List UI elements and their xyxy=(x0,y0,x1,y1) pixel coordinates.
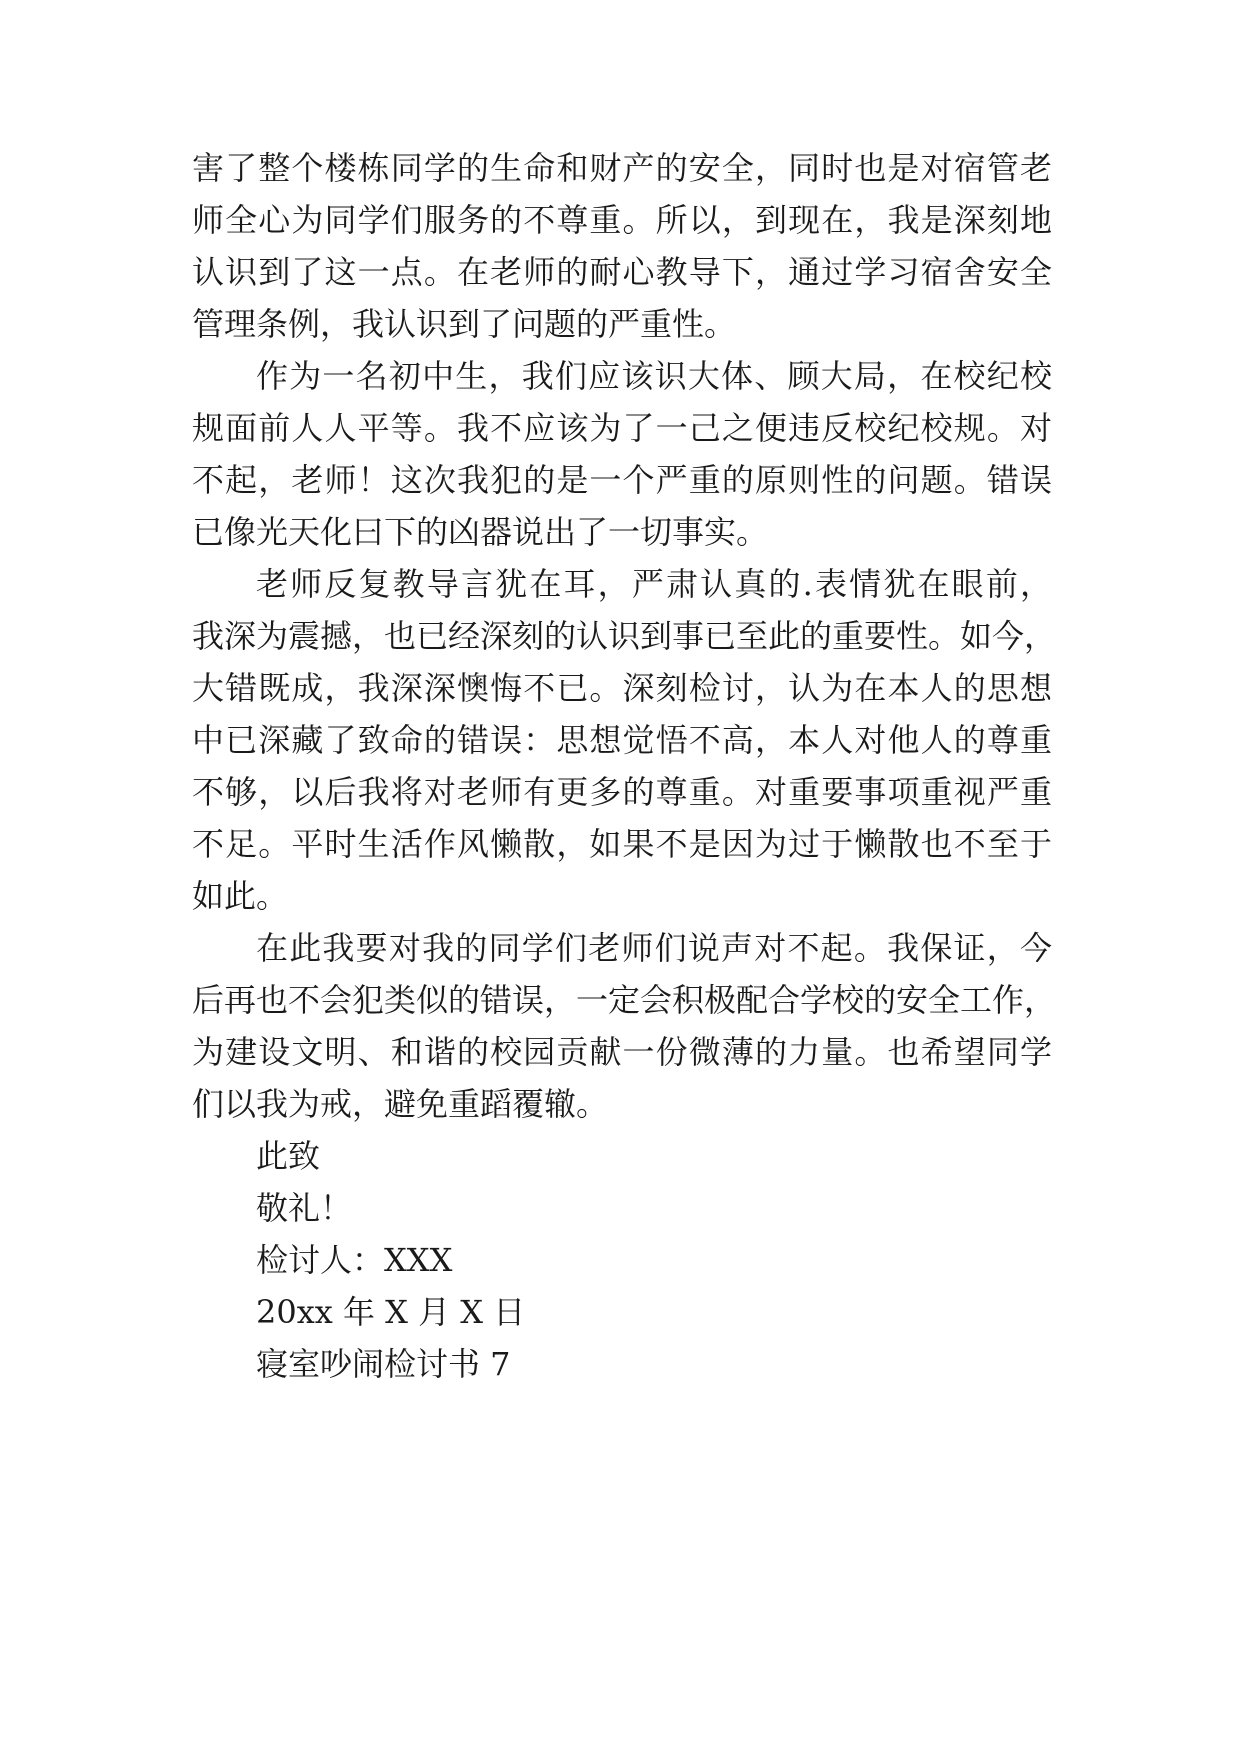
text-line: 害了整个楼栋同学的生命和财产的安全，同时也是对宿管老 xyxy=(192,149,1052,187)
signature-line: 检讨人：XXX xyxy=(256,1241,453,1279)
text-line: 为建设文明、和谐的校园贡献一份微薄的力量。也希望同学 xyxy=(192,1033,1052,1071)
text-line: 老师反复教导言犹在耳，严肃认真的.表情犹在眼前， xyxy=(256,565,1052,603)
text-line: 不起，老师！这次我犯的是一个严重的原则性的问题。错误 xyxy=(192,461,1052,499)
text-line: 规面前人人平等。我不应该为了一己之便违反校纪校规。对 xyxy=(192,409,1052,447)
text-line: 中已深藏了致命的错误：思想觉悟不高，本人对他人的尊重 xyxy=(192,721,1052,759)
text-line: 不足。平时生活作风懒散，如果不是因为过于懒散也不至于 xyxy=(192,825,1052,863)
text-line: 们以我为戒，避免重蹈覆辙。 xyxy=(192,1085,609,1123)
text-line: 我深为震撼，也已经深刻的认识到事已至此的重要性。如今， xyxy=(192,617,1057,655)
closing-salutation: 此致 xyxy=(256,1137,321,1175)
section-heading: 寝室吵闹检讨书 7 xyxy=(256,1345,511,1383)
text-line: 认识到了这一点。在老师的耐心教导下，通过学习宿舍安全 xyxy=(192,253,1052,291)
closing-respect: 敬礼！ xyxy=(256,1189,353,1227)
text-line: 在此我要对我的同学们老师们说声对不起。我保证，今 xyxy=(256,929,1052,967)
text-line: 管理条例，我认识到了问题的严重性。 xyxy=(192,305,737,343)
text-line: 已像光天化曰下的凶器说出了一切事实。 xyxy=(192,513,769,551)
text-line: 大错既成，我深深懊悔不已。深刻检讨，认为在本人的思想 xyxy=(192,669,1052,707)
text-line: 师全心为同学们服务的不尊重。所以，到现在，我是深刻地 xyxy=(192,201,1052,239)
text-line: 作为一名初中生，我们应该识大体、顾大局，在校纪校 xyxy=(256,357,1052,395)
text-line: 如此。 xyxy=(192,877,289,915)
text-line: 后再也不会犯类似的错误，一定会积极配合学校的安全工作， xyxy=(192,981,1057,1019)
text-line: 不够，以后我将对老师有更多的尊重。对重要事项重视严重 xyxy=(192,773,1052,811)
date-line: 20xx 年 X 月 X 日 xyxy=(256,1293,526,1331)
